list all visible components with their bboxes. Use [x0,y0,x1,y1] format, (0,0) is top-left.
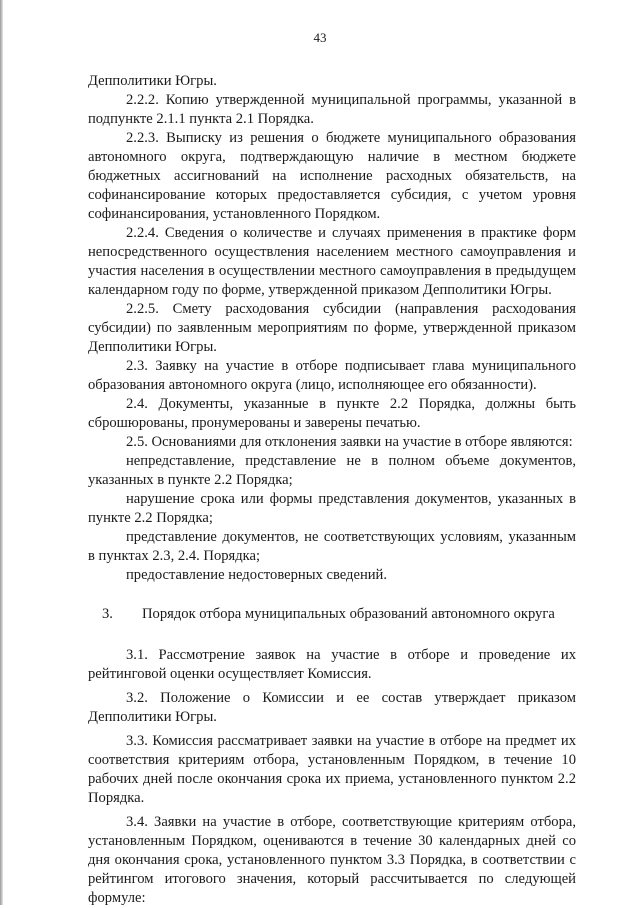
paragraph-2-2-2: 2.2.2. Копию утвержденной муниципальной программы, указанной в подпункте 2.1.1 пункта 2.1 Порядка. [88,92,576,127]
list-item-rejection-1: непредставление, представление не в полном объеме документов, указанных в пункте 2.2 Порядка; [88,453,576,488]
paragraph-2-5: 2.5. Основаниями для отклонения заявки на участие в отборе являются: [126,434,573,450]
list-item-rejection-2: нарушение срока или формы представления документов, указанных в пункте 2.2 Порядка; [88,491,576,526]
paragraph-3-2: 3.2. Положение о Комиссии и ее состав утверждает приказом Депполитики Югры. [88,690,576,725]
paragraph-2-2-4: 2.2.4. Сведения о количестве и случаях применения в практике форм непосредственного осуществления населением местного самоуправления и участия населения в осуществлении местного самоуправления в предыдущем календарном году по форме, утвержденной приказом Депполитики Югры. [88,225,576,298]
paragraph-2-2-5: 2.2.5. Смету расходования субсидии (направления расходования субсидии) по заявленным мероприятиям по форме, утвержденной приказом Депполитики Югры. [88,301,576,355]
list-item-rejection-3: представление документов, не соответствующих условиям, указанным в пунктах 2.3, 2.4. Порядка; [88,529,576,564]
document-body [88,72,576,908]
paragraph-3-4: 3.4. Заявки на участие в отборе, соответствующие критериям отбора, установленным Порядком, оцениваются в течение 30 календарных дней со дня окончания срока, установленного пунктом 3.3 Порядка, в соответствии с рейтингом итогового значения, который рассчитывается по следующей формуле: [88,814,576,906]
section-title: Порядок отбора муниципальных образований автономного округа [142,606,555,622]
scan-edge [0,0,3,905]
page-number: 43 [313,30,327,45]
paragraph-2-2-3: 2.2.3. Выписку из решения о бюджете муниципального образования автономного округа, подтверждающую наличие в местном бюджете бюджетных ассигнований на исполнение расходных обязательств, на софинансирование которых предоставляется субсидия, с учетом уровня софинансирования, установленного Порядком. [88,130,576,222]
section-heading [88,605,576,624]
paragraph-2-4: 2.4. Документы, указанные в пункте 2.2 Порядка, должны быть сброшюрованы, пронумерованы и заверены печатью. [88,396,576,431]
paragraph-3-3: 3.3. Комиссия рассматривает заявки на участие в отборе на предмет их соответствия критериям отбора, установленным Порядком, в течение 10 рабочих дней после окончания срока их приема, установленного пунктом 2.2 Порядка. [88,733,576,806]
paragraph-3-1: 3.1. Рассмотрение заявок на участие в отборе и проведение их рейтинговой оценки осуществляет Комиссия. [88,647,576,682]
paragraph-continuation: Депполитики Югры. [88,73,217,89]
list-item-rejection-4: предоставление недостоверных сведений. [126,567,388,583]
paragraph-2-3: 2.3. Заявку на участие в отборе подписывает глава муниципального образования автономного округа (лицо, исполняющее его обязанности). [88,358,576,393]
section-number: 3. [102,606,113,622]
